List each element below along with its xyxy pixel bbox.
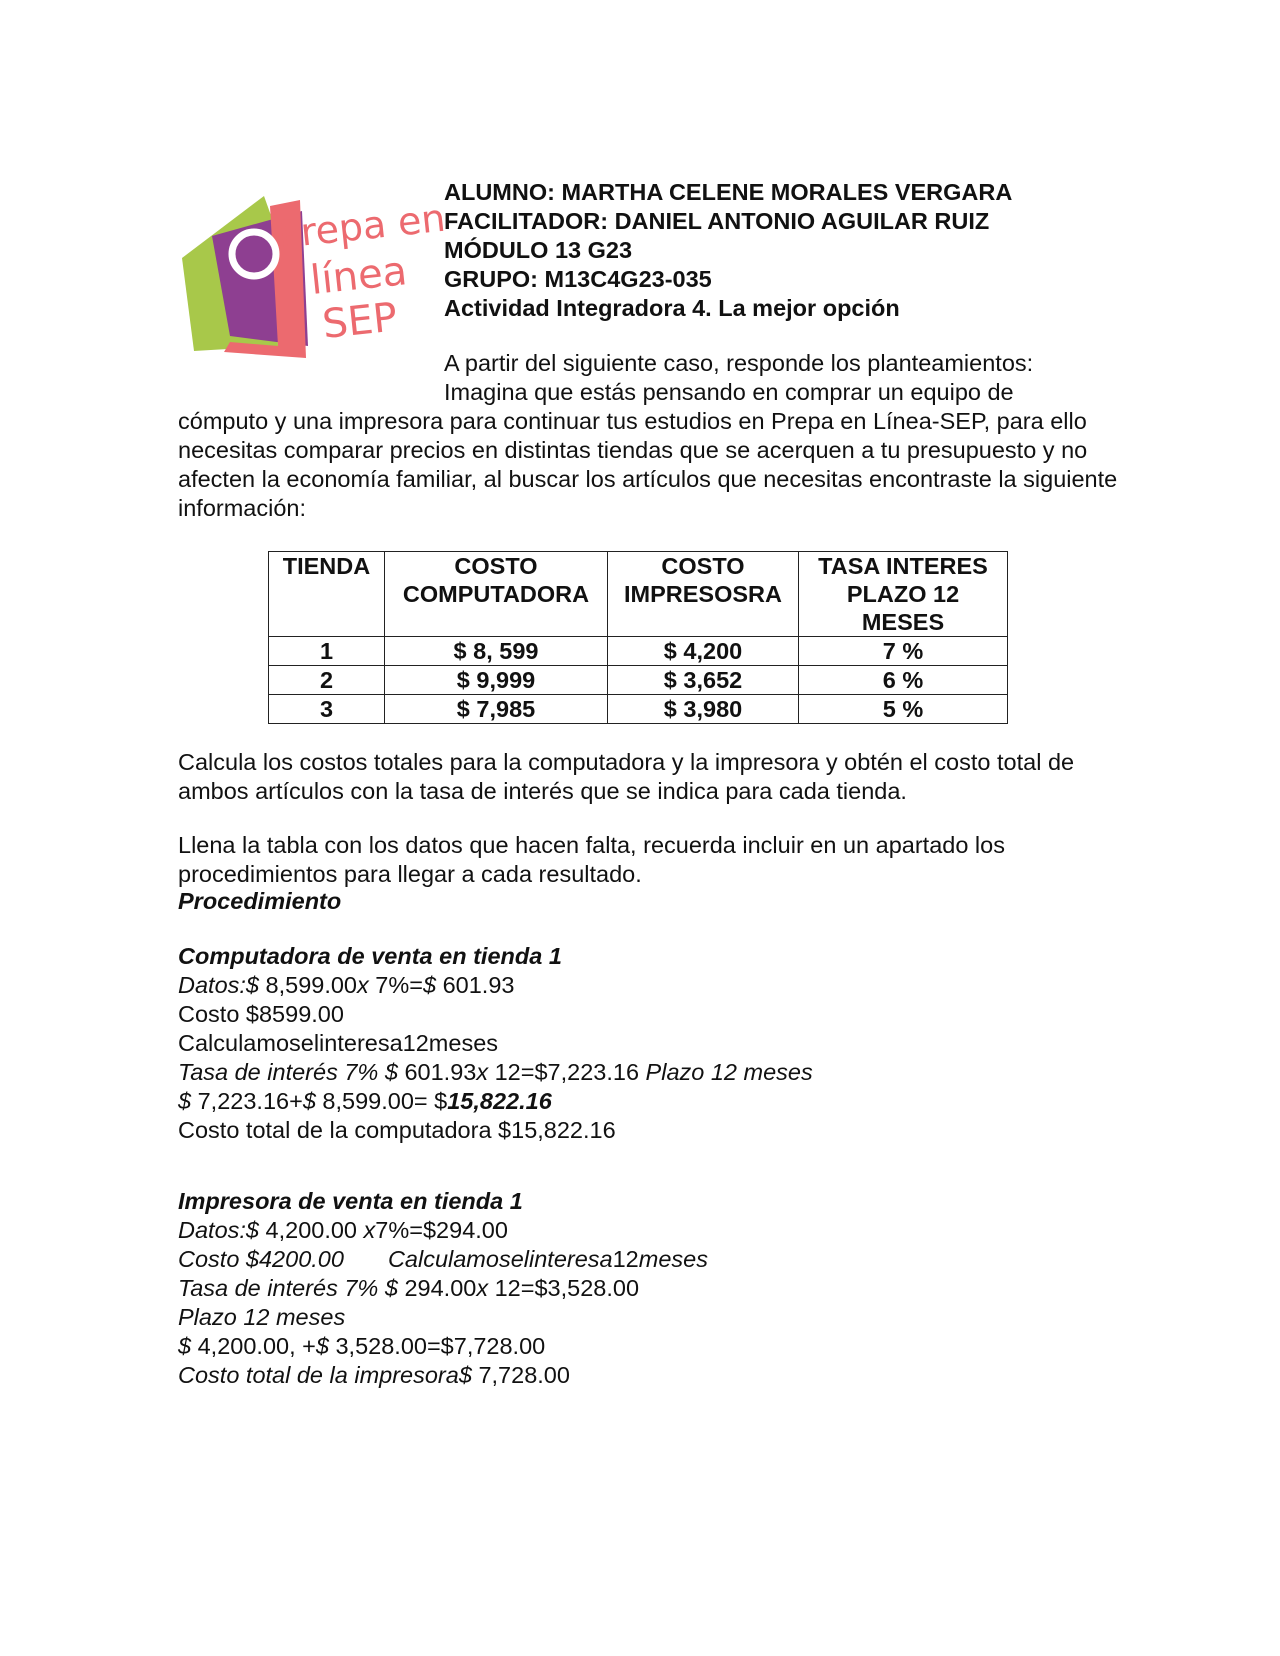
impresora-suma-b: 4,200.00, + [191,1333,316,1359]
computadora-tasa-a: $ [378,1059,398,1085]
computadora-procedure [178,942,1178,1145]
table-cell: $ 3,652 [608,666,799,695]
table-header-cell: COSTO COMPUTADORA [385,552,608,637]
impresora-costo-line [178,1245,1178,1274]
table-row [269,666,1008,695]
impresora-datos-label: Datos: [178,1217,246,1243]
computadora-tasa-label: Tasa de interés 7% [178,1059,379,1085]
logo-text-line3: SEP [320,294,400,348]
impresora-total-label: Costo total de la impresora [178,1362,459,1388]
computadora-suma-d: 8,599.00= $ [315,1088,448,1114]
impresora-datos-d: 7%=$294.00 [375,1217,508,1243]
alumno-line: ALUMNO: MARTHA CELENE MORALES VERGARA [444,179,1013,205]
table-row [269,695,1008,724]
computadora-datos-b: 8,599.00 [259,972,358,998]
computadora-tasa-b: 601.93 [397,1059,477,1085]
table-cell: 3 [269,695,385,724]
impresora-suma-a: $ [178,1333,192,1359]
table-header-cell: TASA INTERES PLAZO 12 MESES [799,552,1008,637]
impresora-costo: Costo $4200.00 [178,1246,344,1272]
logo-text-line2: línea [308,248,410,304]
computadora-datos-line [178,971,1178,1000]
instruction-paragraph-1: Calcula los costos totales para la computadora y la impresora y obtén el costo total de ambos artículos con la tasa de interés que se indica para cada tienda. [178,749,1075,804]
impresora-total-b: 7,728.00 [471,1362,570,1388]
impresora-calculamos-a: Calculamoselinteresa [387,1246,613,1272]
computadora-title: Computadora de venta en tienda 1 [178,943,562,969]
intro-rest: cómputo y una impresora para continuar tus estudios en Prepa en Línea-SEP, para ello necesitas comparar precios en distintas tiendas que se acerquen a tu presupuesto y no afecten la economía familiar, al buscar los artículos que necesitas encontraste la siguiente información: [178,408,1118,521]
impresora-title: Impresora de venta en tienda 1 [178,1188,523,1214]
table-cell: 6 % [799,666,1008,695]
impresora-tasa-b: 294.00 [397,1275,477,1301]
impresora-datos-b: 4,200.00 [259,1217,364,1243]
table-cell: $ 9,999 [385,666,608,695]
table-cell: $ 3,980 [608,695,799,724]
impresora-procedure [178,1187,1178,1390]
intro-paragraph [178,349,1118,523]
computadora-datos-c: x [357,972,369,998]
procedimiento-heading: Procedimiento [178,888,342,914]
table-header-cell: TIENDA [269,552,385,637]
computadora-suma-total: 15,822.16 [447,1088,552,1114]
computadora-tasa-line [178,1058,1178,1087]
intro-line2: Imagina que estás pensando en comprar un equipo de [444,379,1014,405]
computadora-suma-b: 7,223.16+ [191,1088,303,1114]
actividad-line: Actividad Integradora 4. La mejor opción [444,295,900,321]
computadora-datos-f: 601.93 [436,972,515,998]
computadora-datos-a: $ [245,972,259,998]
modulo-line: MÓDULO 13 G23 [444,237,633,263]
computadora-datos-label: Datos: [178,972,246,998]
impresora-datos-a: $ [245,1217,259,1243]
instruction-paragraph-2: Llena la tabla con los datos que hacen falta, recuerda incluir en un apartado los procedimientos para llegar a cada resultado. [178,832,1005,887]
table-header-row [269,552,1008,637]
table-cell: 1 [269,637,385,666]
table-row [269,637,1008,666]
impresora-suma-c: $ [315,1333,329,1359]
table-cell: 7 % [799,637,1008,666]
impresora-tasa-line [178,1274,1178,1303]
procedimiento-wrapper [178,887,1118,916]
header-block [444,178,1204,323]
facilitador-line: FACILITADOR: DANIEL ANTONIO AGUILAR RUIZ [444,208,990,234]
impresora-datos-c: x [363,1217,376,1243]
table-cell: 5 % [799,695,1008,724]
impresora-suma-line [178,1332,1178,1361]
impresora-calculamos-b: 12 [612,1246,639,1272]
computadora-suma-line [178,1087,1178,1116]
impresora-plazo-line: Plazo 12 meses [178,1304,346,1330]
impresora-total-line [178,1361,1178,1390]
computadora-tasa-d: 12=$7,223.16 [488,1059,646,1085]
impresora-tasa-d: 12=$3,528.00 [488,1275,640,1301]
computadora-suma-c: $ [302,1088,316,1114]
impresora-suma-d: 3,528.00=$7,728.00 [328,1333,546,1359]
table-cell: $ 4,200 [608,637,799,666]
prepa-en-linea-logo [182,195,448,371]
impresora-datos-line [178,1216,1178,1245]
computadora-costo-line: Costo $8599.00 [178,1001,344,1027]
impresora-tasa-label: Tasa de interés 7% [178,1275,379,1301]
impresora-tasa-a: $ [378,1275,398,1301]
computadora-total-line: Costo total de la computadora $15,822.16 [178,1117,616,1143]
store-price-table [268,551,1008,724]
table-cell: $ 8, 599 [385,637,608,666]
computadora-datos-e: $ [422,972,437,998]
intro-line1: A partir del siguiente caso, responde los planteamientos: [444,350,1034,376]
impresora-total-a: $ [458,1362,472,1388]
computadora-suma-a: $ [178,1088,192,1114]
computadora-tasa-c: x [476,1059,489,1085]
computadora-plazo: Plazo 12 meses [645,1059,813,1085]
table-header-cell: COSTO IMPRESOSRA [608,552,799,637]
impresora-tasa-c: x [476,1275,489,1301]
table-cell: $ 7,985 [385,695,608,724]
grupo-line: GRUPO: M13C4G23-035 [444,266,712,292]
table-cell: 2 [269,666,385,695]
computadora-datos-d: 7%= [368,972,423,998]
computadora-calculamos-line: Calculamoselinteresa12meses [178,1030,499,1056]
impresora-calculamos-c: meses [638,1246,708,1272]
logo-text-line1: Prepa en [276,195,448,257]
